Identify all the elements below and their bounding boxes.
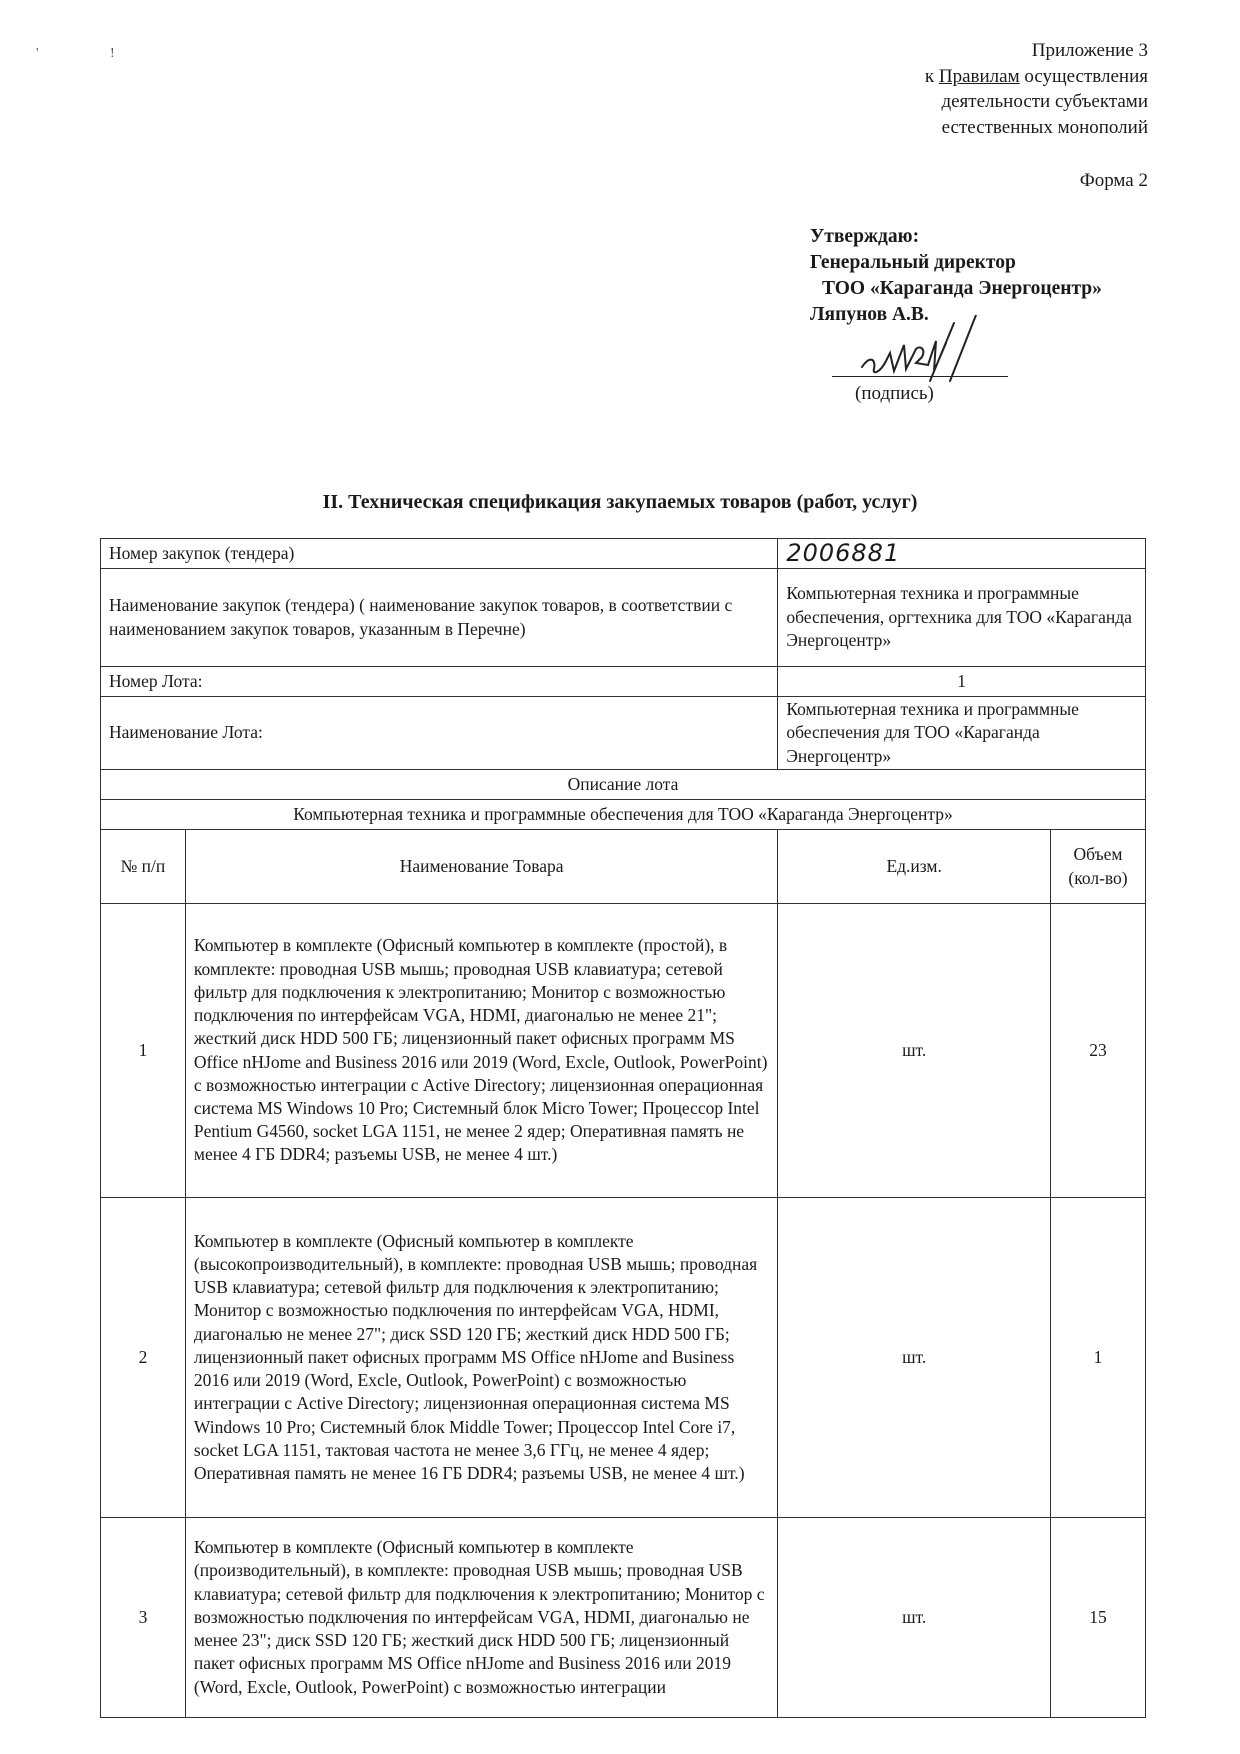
column-header-num: № п/п <box>101 830 186 904</box>
quantity-cell: 23 <box>1051 904 1146 1198</box>
handwritten-signature <box>850 315 1010 385</box>
lot-description-heading: Описание лота <box>101 770 1146 800</box>
lot-number-value: 1 <box>778 667 1146 697</box>
column-header-unit: Ед.изм. <box>778 830 1051 904</box>
quantity-cell: 1 <box>1051 1198 1146 1518</box>
approval-line: ТОО «Караганда Энергоцентр» <box>822 278 1102 299</box>
appendix-line: естественных монополий <box>941 116 1148 138</box>
lot-description-value: Компьютерная техника и программные обеспечения для ТОО «Караганда Энергоцентр» <box>101 800 1146 830</box>
lot-number-label: Номер Лота: <box>101 667 778 697</box>
lot-name-row <box>101 697 1146 770</box>
table-row <box>101 904 1146 1198</box>
unit-cell: шт. <box>778 904 1051 1198</box>
tender-name-row <box>101 569 1146 667</box>
form-label: Форма 2 <box>1079 170 1148 191</box>
table-row <box>101 1518 1146 1718</box>
signature-caption: (подпись) <box>855 383 934 404</box>
appendix-line: Приложение 3 <box>1031 40 1148 61</box>
scan-artifact: ' <box>36 46 39 61</box>
table-row <box>101 1198 1146 1518</box>
column-header-name: Наименование Товара <box>185 830 777 904</box>
lot-description-heading-row <box>101 770 1146 800</box>
rules-link: Правилам <box>938 65 1020 87</box>
quantity-cell: 15 <box>1051 1518 1146 1718</box>
row-number: 3 <box>101 1518 186 1718</box>
tender-number-row <box>101 539 1146 569</box>
unit-cell: шт. <box>778 1198 1051 1518</box>
tender-number-label: Номер закупок (тендера) <box>101 539 778 569</box>
specification-table <box>100 538 1146 1718</box>
signature-line <box>832 376 1008 377</box>
product-description: Компьютер в комплекте (Офисный компьютер в комплекте (высокопроизводительный), в комплекте: проводная USB мышь; проводная USB клавиатура; сетевой фильтр для подключения к электропитанию; Монитор с возможностью подключения по интерфейсам VGA, HDMI, диагональю не менее 27"; диск SSD 120 ГБ; жесткий диск HDD 500 ГБ; лицензионный пакет офисных программ MS Office nHJome and Business 2016 или 2019 (Word, Excle, Outlook, PowerPoint) с возможностью интеграции с Active Directory; лицензионная операционная система MS Windows 10 Pro; Системный блок Middle Tower; Процессор Intel Core i7, socket LGA 1151, тактовая частота не менее 3,6 ГГц, не менее 4 ядер; Оперативная память не менее 16 ГБ DDR4; разъемы USB, не менее 4 шт.) <box>185 1198 777 1518</box>
product-description: Компьютер в комплекте (Офисный компьютер в комплекте (производительный), в комплекте: проводная USB мышь; проводная USB клавиатура; сетевой фильтр для подключения к электропитанию; Монитор с возможностью подключения по интерфейсам VGA, HDMI, диагональю не менее 23"; диск SSD 120 ГБ; жесткий диск HDD 500 ГБ; лицензионный пакет офисных программ MS Office nHJome and Business 2016 или 2019 (Word, Excle, Outlook, PowerPoint) с возможностью интеграции <box>185 1518 777 1718</box>
appendix-line: к Правилам осуществления <box>924 65 1148 87</box>
appendix-block <box>728 38 1148 140</box>
tender-name-label: Наименование закупок (тендера) ( наименование закупок товаров, в соответствии с наименованием закупок товаров, указанным в Перечне) <box>101 569 778 667</box>
lot-number-row <box>101 667 1146 697</box>
table-header-row <box>101 830 1146 904</box>
approval-block <box>810 224 1150 328</box>
approval-line: Ляпунов А.В. <box>810 304 929 325</box>
tender-name-value: Компьютерная техника и программные обеспечения, оргтехника для ТОО «Караганда Энергоцентр» <box>778 569 1146 667</box>
lot-name-label: Наименование Лота: <box>101 697 778 770</box>
tender-number-value: 2006881 <box>778 539 1146 569</box>
appendix-line: деятельности субъектами <box>941 91 1148 112</box>
column-header-qty: Объем (кол-во) <box>1051 830 1146 904</box>
lot-description-row <box>101 800 1146 830</box>
approval-line: Генеральный директор <box>810 252 1016 273</box>
unit-cell: шт. <box>778 1518 1051 1718</box>
row-number: 1 <box>101 904 186 1198</box>
scan-artifact: ! <box>110 46 115 61</box>
product-description: Компьютер в комплекте (Офисный компьютер в комплекте (простой), в комплекте: проводная USB мышь; проводная USB клавиатура; сетевой фильтр для подключения к электропитанию; Монитор с возможностью подключения по интерфейсам VGA, HDMI, диагональю не менее 21"; жесткий диск HDD 500 ГБ; лицензионный пакет офисных программ MS Office nHJome and Business 2016 или 2019 (Word, Excle, Outlook, PowerPoint) с возможностью интеграции с Active Directory; лицензионная операционная система MS Windows 10 Pro; Системный блок Micro Tower; Процессор Intel Pentium G4560, socket LGA 1151, не менее 2 ядер; Оперативная память не менее 4 ГБ DDR4; разъемы USB, не менее 4 шт.) <box>185 904 777 1198</box>
approval-line: Утверждаю: <box>810 226 920 247</box>
lot-name-value: Компьютерная техника и программные обеспечения для ТОО «Караганда Энергоцентр» <box>778 697 1146 770</box>
section-title: II. Техническая спецификация закупаемых товаров (работ, услуг) <box>322 491 918 513</box>
row-number: 2 <box>101 1198 186 1518</box>
